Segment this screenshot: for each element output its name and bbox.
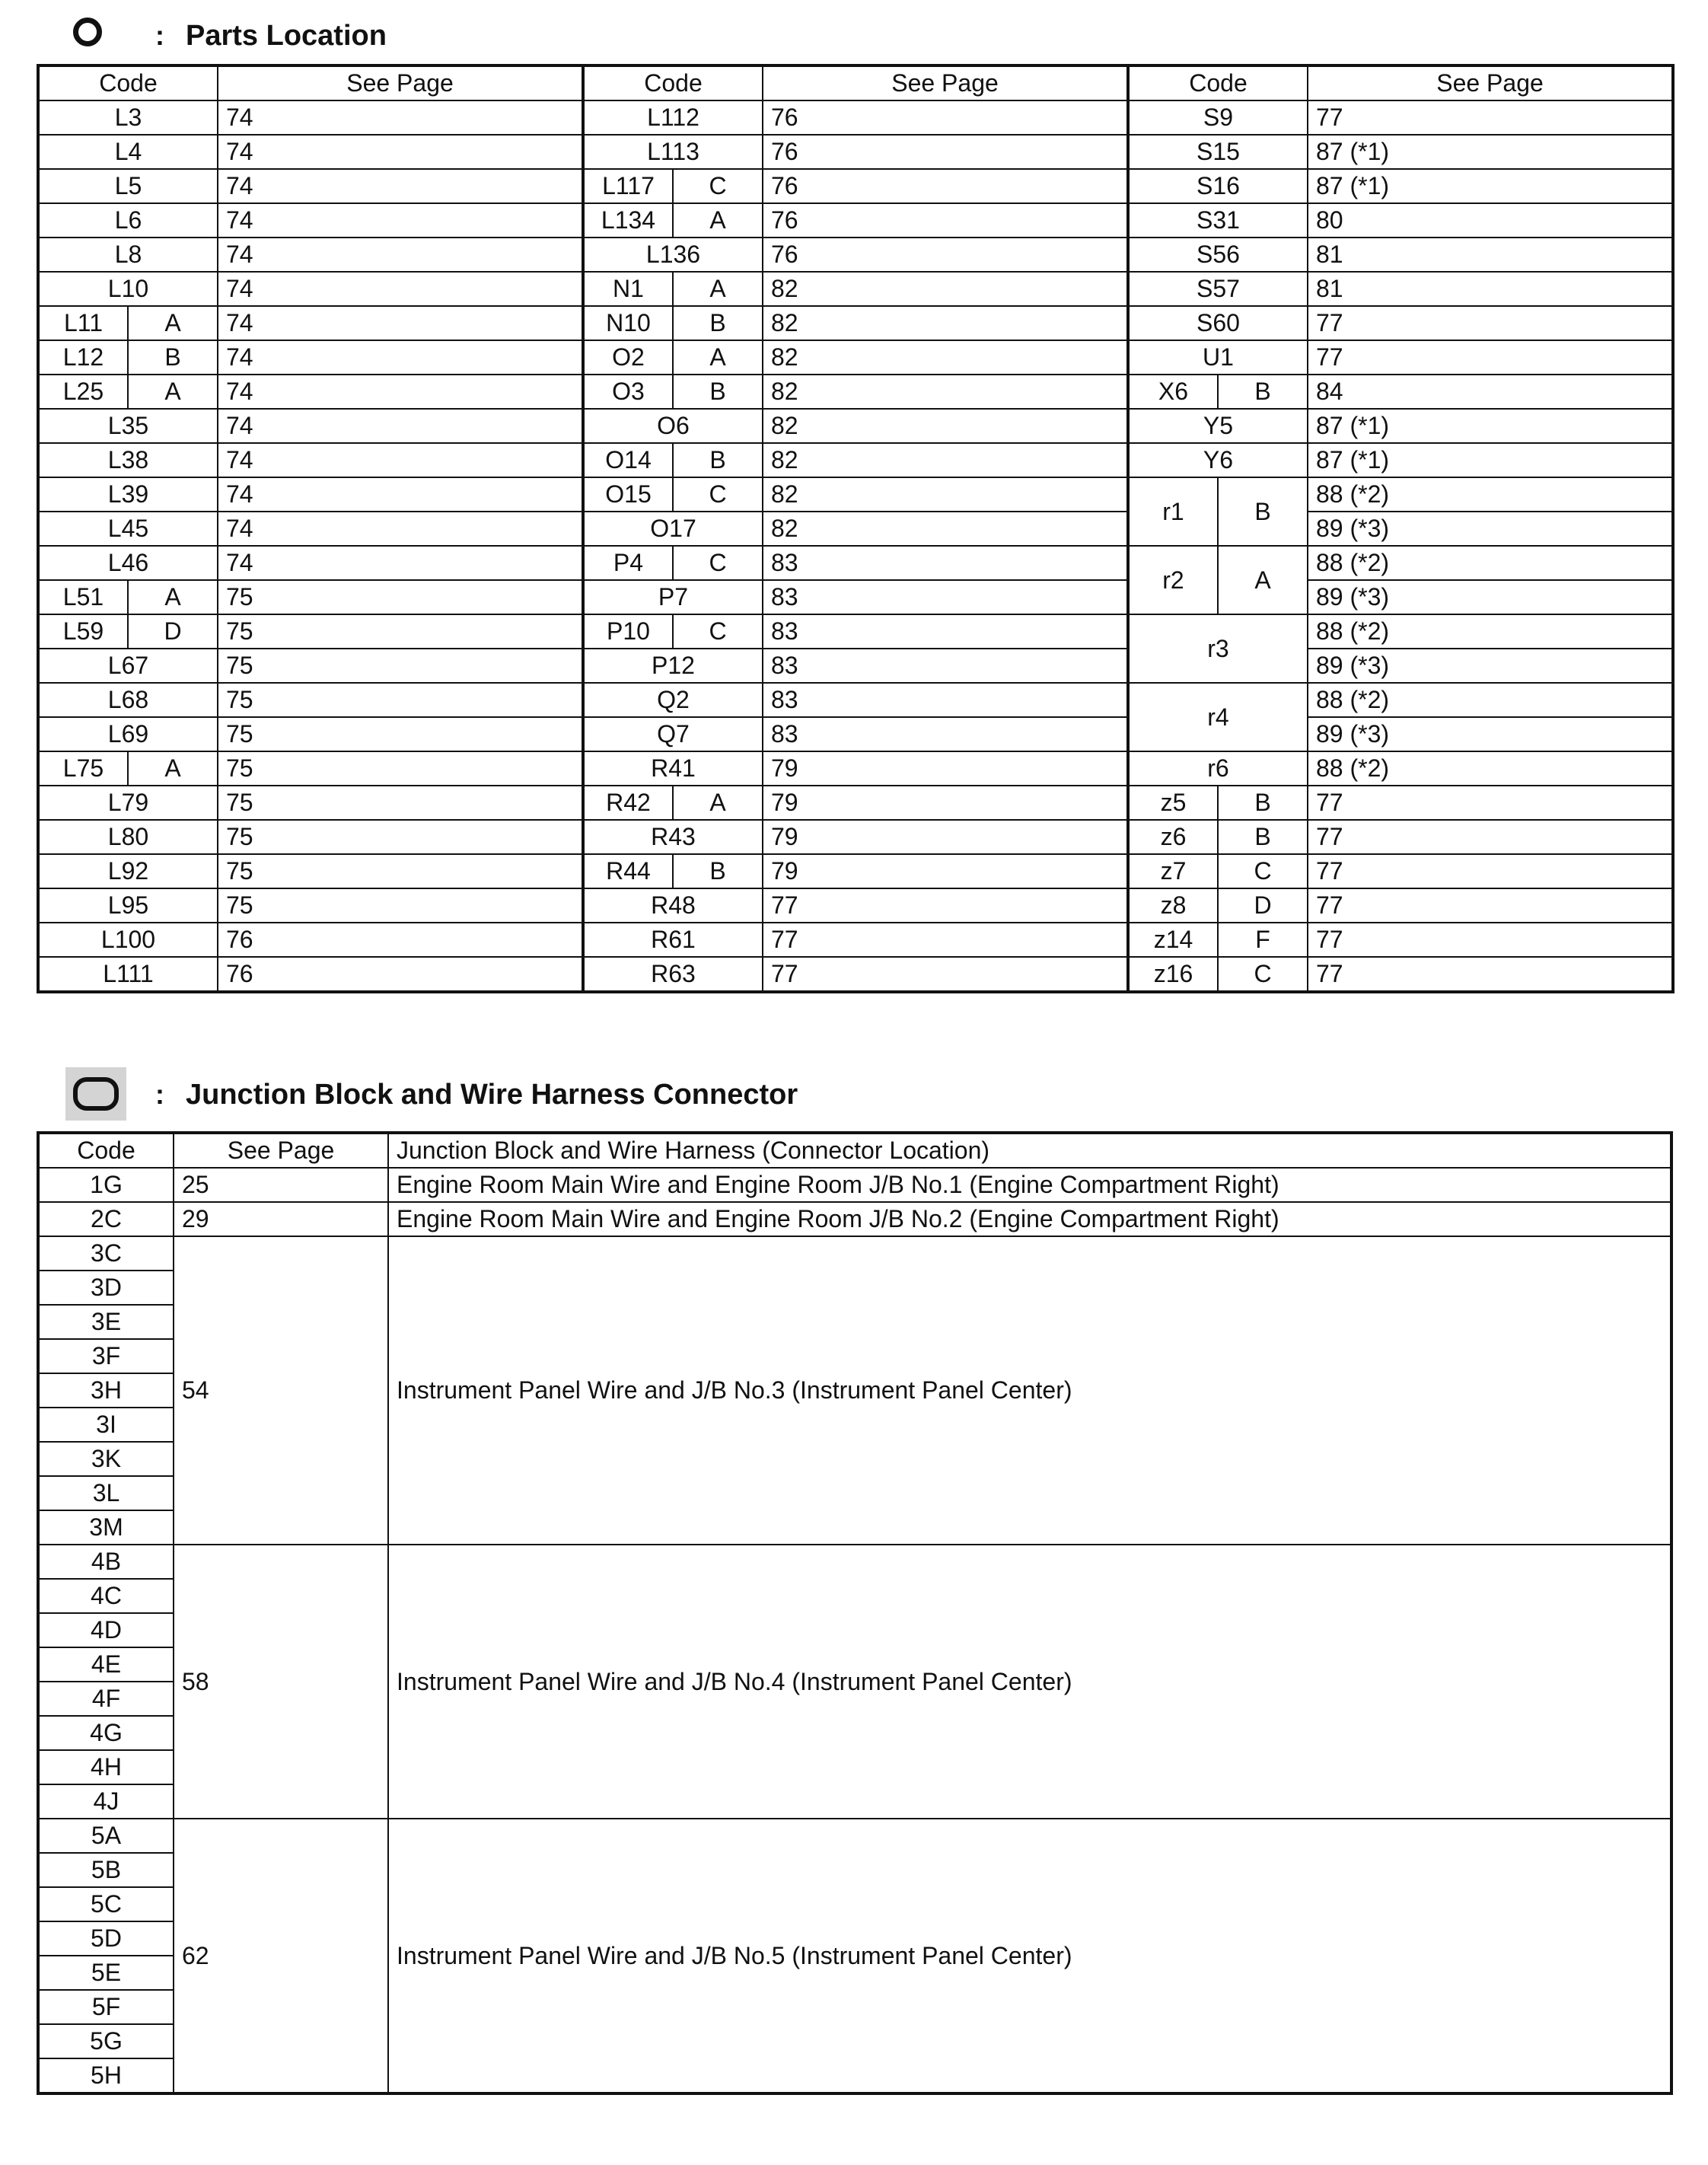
part-code-suffix: A	[673, 340, 763, 375]
part-see-page: 82	[763, 272, 1128, 306]
part-see-page: 76	[763, 135, 1128, 169]
connector-description: Engine Room Main Wire and Engine Room J/B No.2 (Engine Compartment Right)	[388, 1202, 1671, 1236]
part-see-page: 87 (*1)	[1308, 409, 1673, 443]
part-code: N10	[583, 306, 673, 340]
connector-see-page: 25	[174, 1168, 388, 1202]
table-row	[38, 1202, 1671, 1236]
part-see-page: 82	[763, 306, 1128, 340]
part-code-suffix: C	[673, 546, 763, 580]
part-code: z5	[1128, 786, 1218, 820]
part-code-suffix: B	[673, 375, 763, 409]
junction-block-table	[37, 1131, 1673, 2095]
part-see-page: 77	[763, 923, 1128, 957]
part-code: P10	[583, 614, 673, 649]
part-code: z16	[1128, 957, 1218, 992]
table-row	[38, 1168, 1671, 1202]
table-row	[38, 888, 1673, 923]
part-code: L67	[38, 649, 218, 683]
part-see-page: 82	[763, 375, 1128, 409]
part-code-suffix: A	[673, 786, 763, 820]
connector-code: 1G	[38, 1168, 174, 1202]
part-code: L8	[38, 238, 218, 272]
part-code: L134	[583, 203, 673, 238]
part-code: L95	[38, 888, 218, 923]
part-see-page: 79	[763, 751, 1128, 786]
connector-description: Instrument Panel Wire and J/B No.3 (Instrument Panel Center)	[388, 1236, 1671, 1545]
part-code-suffix: B	[1218, 786, 1308, 820]
part-see-page: 77	[1308, 340, 1673, 375]
part-code: O14	[583, 443, 673, 477]
connector-code: 3C	[38, 1236, 174, 1271]
part-see-page: 84	[1308, 375, 1673, 409]
part-code-suffix: C	[673, 169, 763, 203]
part-see-page: 76	[763, 238, 1128, 272]
part-see-page: 87 (*1)	[1308, 443, 1673, 477]
part-code: L75	[38, 751, 128, 786]
connector-code: 5E	[38, 1956, 174, 1990]
part-see-page: 82	[763, 512, 1128, 546]
table-row	[38, 614, 1673, 649]
part-see-page: 75	[218, 820, 583, 854]
part-code: R42	[583, 786, 673, 820]
part-see-page: 74	[218, 340, 583, 375]
part-code: N1	[583, 272, 673, 306]
part-code: Y6	[1128, 443, 1308, 477]
table-row	[38, 409, 1673, 443]
part-code: r3	[1128, 614, 1308, 683]
table-row	[38, 580, 1673, 614]
part-see-page: 88 (*2)	[1308, 477, 1673, 512]
part-see-page: 81	[1308, 272, 1673, 306]
part-code: L39	[38, 477, 218, 512]
part-see-page: 77	[1308, 100, 1673, 135]
part-code: L46	[38, 546, 218, 580]
table-row	[38, 306, 1673, 340]
part-see-page: 81	[1308, 238, 1673, 272]
part-see-page: 76	[763, 100, 1128, 135]
part-code: S16	[1128, 169, 1308, 203]
part-code: r4	[1128, 683, 1308, 751]
part-code: S60	[1128, 306, 1308, 340]
part-see-page: 75	[218, 751, 583, 786]
part-code-suffix: C	[1218, 957, 1308, 992]
connector-code: 5G	[38, 2024, 174, 2058]
table-row	[38, 820, 1673, 854]
part-code: S9	[1128, 100, 1308, 135]
table-row	[38, 751, 1673, 786]
part-see-page: 74	[218, 409, 583, 443]
part-see-page: 89 (*3)	[1308, 512, 1673, 546]
part-code: O2	[583, 340, 673, 375]
connector-description: Instrument Panel Wire and J/B No.4 (Instrument Panel Center)	[388, 1545, 1671, 1819]
part-see-page: 82	[763, 409, 1128, 443]
part-code-suffix: A	[1218, 546, 1308, 614]
table-row	[38, 717, 1673, 751]
part-see-page: 74	[218, 135, 583, 169]
part-see-page: 83	[763, 580, 1128, 614]
part-code: L35	[38, 409, 218, 443]
part-code-suffix: B	[1218, 375, 1308, 409]
part-see-page: 74	[218, 169, 583, 203]
part-code: L117	[583, 169, 673, 203]
part-code: L3	[38, 100, 218, 135]
part-code: R43	[583, 820, 763, 854]
part-see-page: 89 (*3)	[1308, 717, 1673, 751]
part-see-page: 77	[1308, 786, 1673, 820]
header-see-page: See Page	[218, 65, 583, 100]
table-row	[38, 272, 1673, 306]
part-see-page: 83	[763, 717, 1128, 751]
part-see-page: 89 (*3)	[1308, 580, 1673, 614]
part-see-page: 75	[218, 683, 583, 717]
part-code: L111	[38, 957, 218, 992]
parts-location-table	[37, 64, 1675, 993]
table-row	[38, 786, 1673, 820]
table-row	[38, 135, 1673, 169]
part-see-page: 80	[1308, 203, 1673, 238]
connector-code: 2C	[38, 1202, 174, 1236]
connector-code: 5F	[38, 1990, 174, 2024]
connector-code: 4J	[38, 1784, 174, 1819]
part-code: L45	[38, 512, 218, 546]
connector-code: 5A	[38, 1819, 174, 1853]
part-see-page: 75	[218, 614, 583, 649]
part-code-suffix: B	[128, 340, 218, 375]
part-code: r6	[1128, 751, 1308, 786]
part-code: z14	[1128, 923, 1218, 957]
table-row	[38, 649, 1673, 683]
part-code: S57	[1128, 272, 1308, 306]
part-see-page: 77	[1308, 957, 1673, 992]
part-code: L12	[38, 340, 128, 375]
header-description: Junction Block and Wire Harness (Connector Location)	[388, 1133, 1671, 1168]
part-code: L25	[38, 375, 128, 409]
connector-code: 4D	[38, 1613, 174, 1647]
part-see-page: 87 (*1)	[1308, 169, 1673, 203]
table-row	[38, 923, 1673, 957]
connector-description: Instrument Panel Wire and J/B No.5 (Instrument Panel Center)	[388, 1819, 1671, 2093]
junction-title: Junction Block and Wire Harness Connector	[186, 1079, 798, 1111]
connector-see-page: 58	[174, 1545, 388, 1819]
connector-code: 4B	[38, 1545, 174, 1579]
part-see-page: 75	[218, 854, 583, 888]
table-row	[38, 443, 1673, 477]
connector-code: 4C	[38, 1579, 174, 1613]
part-code: U1	[1128, 340, 1308, 375]
part-code-suffix: B	[1218, 477, 1308, 546]
header-see-page: See Page	[763, 65, 1128, 100]
part-code: S15	[1128, 135, 1308, 169]
part-code: Q7	[583, 717, 763, 751]
part-code-suffix: D	[128, 614, 218, 649]
part-code-suffix: B	[673, 854, 763, 888]
part-code: O6	[583, 409, 763, 443]
part-code: S56	[1128, 238, 1308, 272]
part-see-page: 74	[218, 512, 583, 546]
table-row	[38, 340, 1673, 375]
part-see-page: 74	[218, 272, 583, 306]
part-code-suffix: F	[1218, 923, 1308, 957]
part-see-page: 76	[218, 957, 583, 992]
connector-code: 5H	[38, 2058, 174, 2093]
part-code: r2	[1128, 546, 1218, 614]
part-see-page: 89 (*3)	[1308, 649, 1673, 683]
table-row	[38, 1819, 1671, 1853]
connector-code: 4H	[38, 1750, 174, 1784]
part-see-page: 75	[218, 717, 583, 751]
part-code: P4	[583, 546, 673, 580]
connector-code: 3D	[38, 1271, 174, 1305]
part-see-page: 83	[763, 683, 1128, 717]
table-row	[38, 375, 1673, 409]
part-code: L59	[38, 614, 128, 649]
part-code-suffix: A	[673, 203, 763, 238]
part-see-page: 76	[218, 923, 583, 957]
part-code-suffix: A	[128, 580, 218, 614]
part-see-page: 76	[763, 203, 1128, 238]
part-code: Y5	[1128, 409, 1308, 443]
connector-see-page: 54	[174, 1236, 388, 1545]
table-row	[38, 512, 1673, 546]
part-see-page: 82	[763, 477, 1128, 512]
part-code-suffix: A	[128, 751, 218, 786]
connector-code: 4E	[38, 1647, 174, 1682]
part-see-page: 74	[218, 546, 583, 580]
table-row	[38, 238, 1673, 272]
part-see-page: 82	[763, 340, 1128, 375]
part-see-page: 79	[763, 854, 1128, 888]
part-code-suffix: B	[673, 443, 763, 477]
part-see-page: 87 (*1)	[1308, 135, 1673, 169]
part-see-page: 79	[763, 786, 1128, 820]
header-see-page: See Page	[1308, 65, 1673, 100]
part-code-suffix: B	[673, 306, 763, 340]
header-code: Code	[38, 1133, 174, 1168]
header-code: Code	[1128, 65, 1308, 100]
part-see-page: 74	[218, 203, 583, 238]
part-code: R44	[583, 854, 673, 888]
part-code-suffix: A	[128, 375, 218, 409]
part-code: L68	[38, 683, 218, 717]
part-code: L5	[38, 169, 218, 203]
connector-description: Engine Room Main Wire and Engine Room J/B No.1 (Engine Compartment Right)	[388, 1168, 1671, 1202]
part-code: L100	[38, 923, 218, 957]
part-code: R61	[583, 923, 763, 957]
connector-code: 3E	[38, 1305, 174, 1339]
part-code: r1	[1128, 477, 1218, 546]
part-see-page: 74	[218, 443, 583, 477]
part-code-suffix: C	[1218, 854, 1308, 888]
connector-code: 3F	[38, 1339, 174, 1373]
part-see-page: 77	[763, 957, 1128, 992]
table-row	[38, 477, 1673, 512]
part-code: z8	[1128, 888, 1218, 923]
connector-code: 3K	[38, 1442, 174, 1476]
connector-code: 5B	[38, 1853, 174, 1887]
connector-code: 3M	[38, 1510, 174, 1545]
table-row	[38, 1545, 1671, 1579]
part-code: L11	[38, 306, 128, 340]
part-code: P12	[583, 649, 763, 683]
parts-location-title: Parts Location	[186, 20, 387, 52]
part-code: z7	[1128, 854, 1218, 888]
part-see-page: 74	[218, 238, 583, 272]
table-row	[38, 683, 1673, 717]
parts-location-icon	[73, 18, 102, 46]
part-see-page: 75	[218, 888, 583, 923]
part-code: L6	[38, 203, 218, 238]
part-code: L79	[38, 786, 218, 820]
part-code: O15	[583, 477, 673, 512]
part-see-page: 74	[218, 100, 583, 135]
connector-code: 3L	[38, 1476, 174, 1510]
section-colon: :	[155, 20, 164, 51]
part-see-page: 82	[763, 443, 1128, 477]
part-see-page: 74	[218, 306, 583, 340]
part-code-suffix: A	[128, 306, 218, 340]
connector-code: 3I	[38, 1408, 174, 1442]
part-code: R63	[583, 957, 763, 992]
part-code: L69	[38, 717, 218, 751]
part-see-page: 88 (*2)	[1308, 614, 1673, 649]
part-code: P7	[583, 580, 763, 614]
connector-code: 4F	[38, 1682, 174, 1716]
connector-code: 5D	[38, 1921, 174, 1956]
part-code: L136	[583, 238, 763, 272]
header-see-page: See Page	[174, 1133, 388, 1168]
part-code: L80	[38, 820, 218, 854]
table-row	[38, 957, 1673, 992]
part-see-page: 75	[218, 786, 583, 820]
part-see-page: 77	[1308, 888, 1673, 923]
connector-code: 3H	[38, 1373, 174, 1408]
part-code: O17	[583, 512, 763, 546]
header-code: Code	[583, 65, 763, 100]
part-code-suffix: A	[673, 272, 763, 306]
part-code: R41	[583, 751, 763, 786]
table-row	[38, 1236, 1671, 1271]
part-code: L38	[38, 443, 218, 477]
part-code-suffix: D	[1218, 888, 1308, 923]
part-see-page: 76	[763, 169, 1128, 203]
part-code: L4	[38, 135, 218, 169]
part-code: X6	[1128, 375, 1218, 409]
header-code: Code	[38, 65, 218, 100]
part-code: L113	[583, 135, 763, 169]
part-code: S31	[1128, 203, 1308, 238]
part-code-suffix: C	[673, 477, 763, 512]
connector-icon	[73, 1077, 119, 1111]
part-see-page: 74	[218, 375, 583, 409]
table-row	[38, 169, 1673, 203]
part-see-page: 83	[763, 649, 1128, 683]
part-see-page: 83	[763, 546, 1128, 580]
part-code: R48	[583, 888, 763, 923]
table-row	[38, 100, 1673, 135]
table-row	[38, 854, 1673, 888]
part-see-page: 77	[1308, 820, 1673, 854]
part-code: z6	[1128, 820, 1218, 854]
part-code: L92	[38, 854, 218, 888]
part-see-page: 83	[763, 614, 1128, 649]
part-code-suffix: C	[673, 614, 763, 649]
part-see-page: 88 (*2)	[1308, 683, 1673, 717]
connector-code: 5C	[38, 1887, 174, 1921]
part-see-page: 74	[218, 477, 583, 512]
part-code: L112	[583, 100, 763, 135]
part-see-page: 77	[763, 888, 1128, 923]
part-see-page: 75	[218, 649, 583, 683]
part-see-page: 88 (*2)	[1308, 546, 1673, 580]
table-row	[38, 203, 1673, 238]
connector-see-page: 62	[174, 1819, 388, 2093]
part-see-page: 88 (*2)	[1308, 751, 1673, 786]
part-code: L51	[38, 580, 128, 614]
part-code: L10	[38, 272, 218, 306]
part-see-page: 77	[1308, 854, 1673, 888]
table-row	[38, 546, 1673, 580]
part-see-page: 79	[763, 820, 1128, 854]
part-see-page: 77	[1308, 306, 1673, 340]
section-colon: :	[155, 1079, 164, 1110]
part-code: Q2	[583, 683, 763, 717]
part-see-page: 77	[1308, 923, 1673, 957]
part-code: O3	[583, 375, 673, 409]
part-see-page: 75	[218, 580, 583, 614]
part-code-suffix: B	[1218, 820, 1308, 854]
connector-code: 4G	[38, 1716, 174, 1750]
connector-see-page: 29	[174, 1202, 388, 1236]
